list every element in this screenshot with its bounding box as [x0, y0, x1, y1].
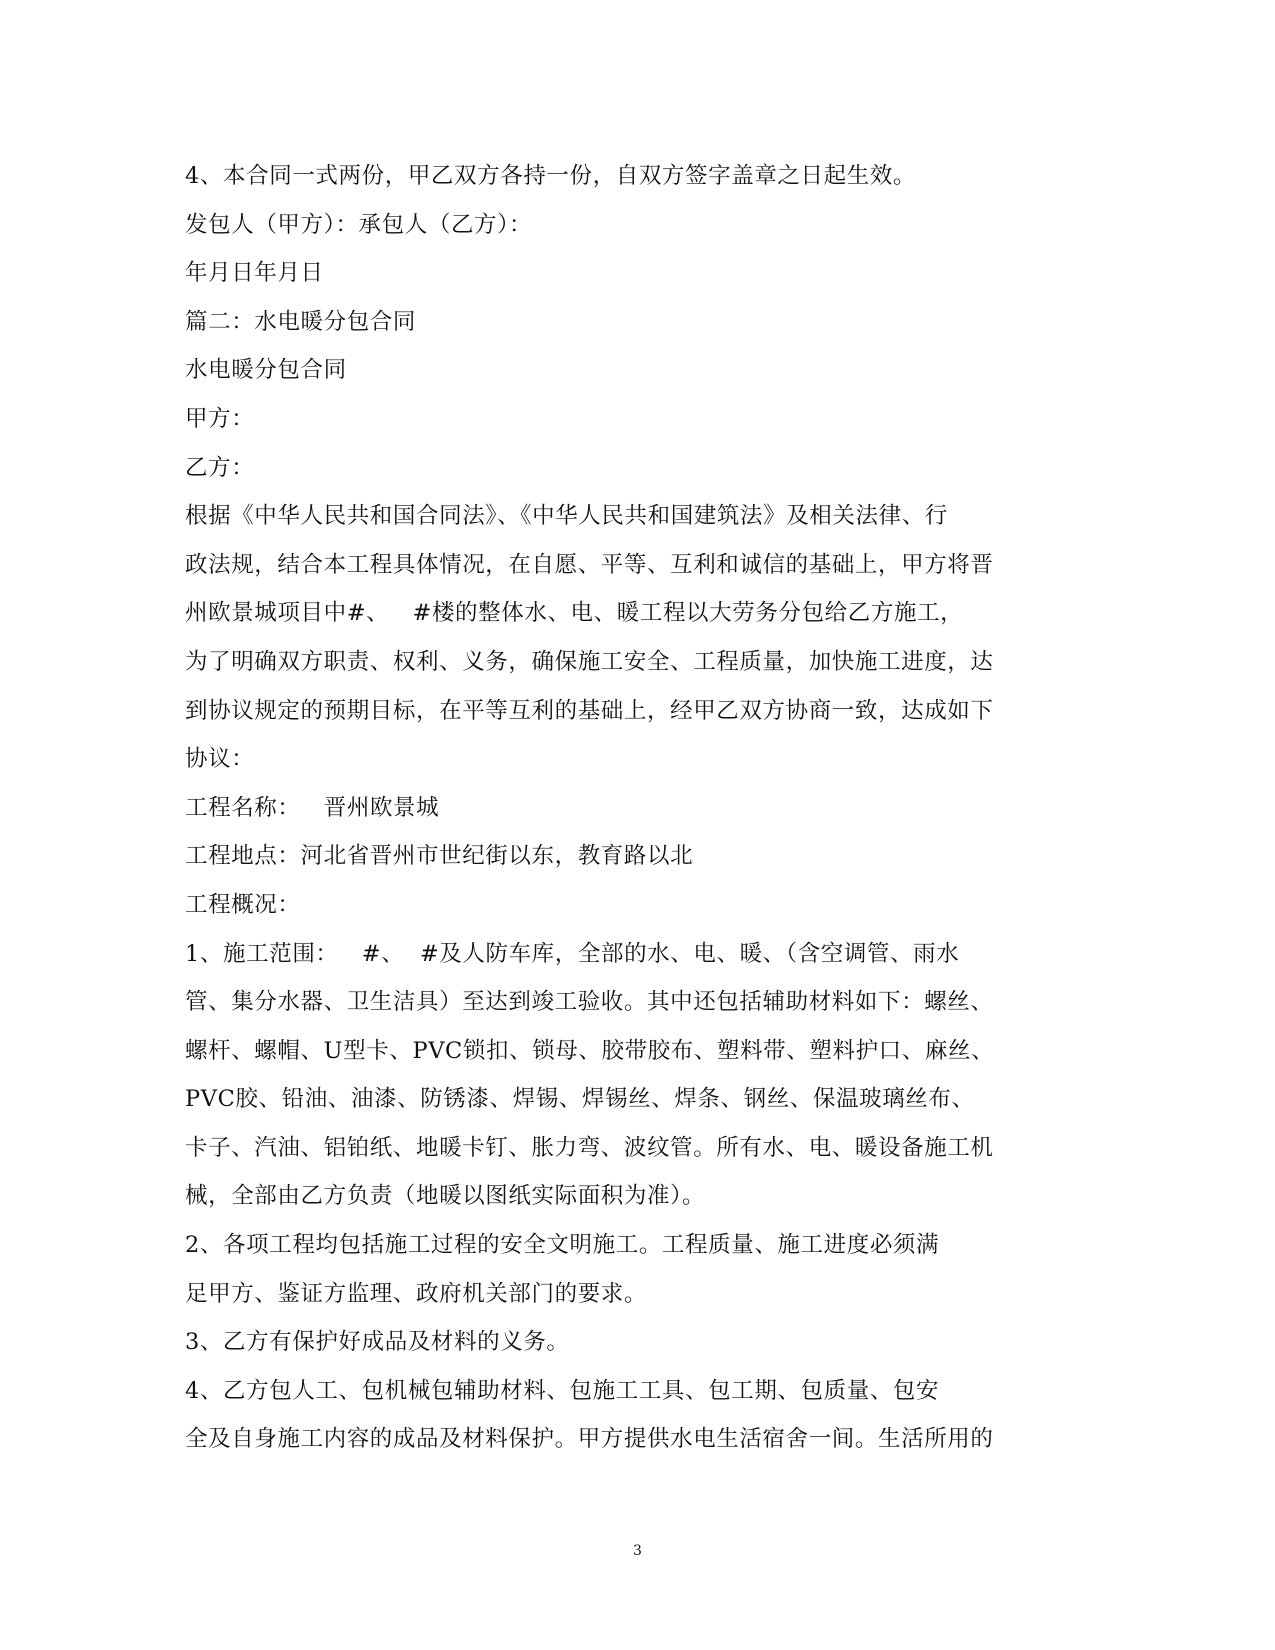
page-number: 3 — [633, 1543, 642, 1559]
project-name: 工程名称： 晋州欧景城 — [185, 794, 440, 821]
text-line: 到协议规定的预期目标，在平等互利的基础上，经甲乙双方协商一致，达成如下 — [185, 697, 994, 724]
text-line: 全及自身施工内容的成品及材料保护。甲方提供水电生活宿舍一间。生活所用的 — [185, 1426, 994, 1453]
text-line: 管、集分水器、卫生洁具）至达到竣工验收。其中还包括辅助材料如下：螺丝、 — [185, 989, 994, 1016]
text-line: 3、乙方有保护好成品及材料的义务。 — [185, 1329, 570, 1356]
text-line: 4、本合同一式两份，甲乙双方各持一份，自双方签字盖章之日起生效。 — [185, 163, 917, 189]
project-location: 工程地点：河北省晋州市世纪街以东，教育路以北 — [185, 843, 694, 870]
contract-title: 水电暖分包合同 — [185, 357, 347, 384]
party-b-label: 乙方： — [185, 454, 255, 481]
project-overview-label: 工程概况： — [185, 891, 301, 918]
text-line: 州欧景城项目中#、 #楼的整体水、电、暖工程以大劳务分包给乙方施工， — [185, 600, 964, 627]
text-line: 械，全部由乙方负责（地暖以图纸实际面积为准）。 — [185, 1183, 706, 1210]
section-heading: 篇二：水电暖分包合同 — [185, 308, 417, 335]
document-body — [185, 152, 1085, 1464]
text-line: 卡子、汽油、铝铂纸、地暖卡钉、胀力弯、波纹管。所有水、电、暖设备施工机 — [185, 1134, 994, 1161]
text-line: 根据《中华人民共和国合同法》、《中华人民共和国建筑法》及相关法律、行 — [185, 503, 948, 530]
text-line: 为了明确双方职责、权利、义务，确保施工安全、工程质量，加快施工进度，达 — [185, 648, 994, 675]
text-line: PVC胶、铅油、油漆、防锈漆、焊锡、焊锡丝、焊条、钢丝、保温玻璃丝布、 — [185, 1086, 975, 1113]
text-line: 螺杆、螺帽、U型卡、PVC锁扣、锁母、胶带胶布、塑料带、塑料护口、麻丝、 — [185, 1037, 995, 1064]
text-line: 1、施工范围： #、 #及人防车库，全部的水、电、暖、（含空调管、雨水 — [185, 940, 960, 967]
text-line: 协议： — [185, 746, 255, 773]
party-a-label: 甲方： — [185, 405, 255, 432]
text-line: 政法规，结合本工程具体情况，在自愿、平等、互利和诚信的基础上，甲方将晋 — [185, 551, 994, 578]
text-line: 足甲方、鉴证方监理、政府机关部门的要求。 — [185, 1280, 648, 1307]
text-line: 2、各项工程均包括施工过程的安全文明施工。工程质量、施工进度必须满 — [185, 1232, 940, 1259]
text-line: 4、乙方包人工、包机械包辅助材料、包施工工具、包工期、包质量、包安 — [185, 1377, 940, 1404]
text-line: 年月日年月日 — [185, 260, 324, 287]
text-line: 发包人（甲方）：承包人（乙方）： — [185, 211, 533, 238]
